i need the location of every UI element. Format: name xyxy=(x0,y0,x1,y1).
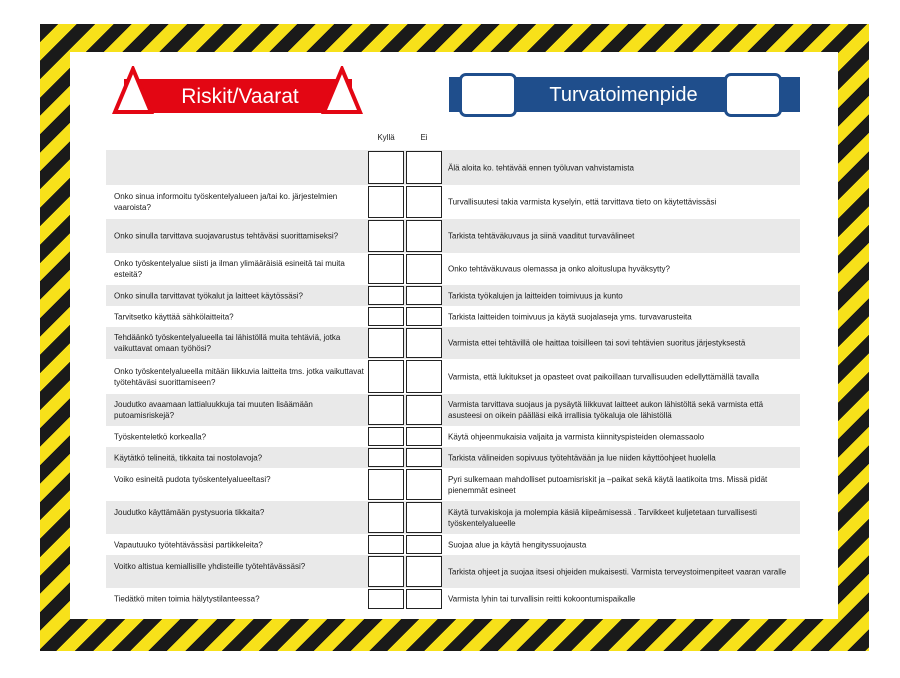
checklist-row xyxy=(106,534,800,555)
rounded-box-icon xyxy=(459,73,517,117)
checklist-row xyxy=(106,219,800,253)
safety-action: Käytä ohjeenmukaisia valjaita ja varmista kiinnityspisteiden olemassaolo xyxy=(448,432,705,441)
checklist-row xyxy=(106,359,800,394)
yes-checkbox[interactable] xyxy=(368,286,404,305)
safety-action: Suojaa alue ja käytä hengityssuojausta xyxy=(448,540,587,549)
yes-checkbox[interactable] xyxy=(368,556,404,587)
risk-question: Tarvitsetko käyttää sähkölaitteita? xyxy=(114,312,234,321)
safety-action: Varmista ettei tehtävillä ole haittaa toisilleen tai sovi tehtävien suoritus järjestyksestä xyxy=(448,338,746,348)
checklist-row xyxy=(106,447,800,468)
safety-action: Varmista tarvittava suojaus ja pysäytä liikkuvat laitteet aukon lähistöltä sekä varmista että asusteesi on oikein päälläsi eikä irrallisia työkaluja ole lähistöllä xyxy=(448,400,764,420)
yes-checkbox[interactable] xyxy=(368,469,404,500)
yes-checkbox[interactable] xyxy=(368,307,404,326)
no-checkbox[interactable] xyxy=(406,286,442,305)
yes-checkbox[interactable] xyxy=(368,328,404,358)
risk-question: Onko sinulla tarvittava suojavarustus tehtäväsi suorittamiseksi? xyxy=(114,231,339,241)
no-checkbox[interactable] xyxy=(406,395,442,425)
yes-checkbox[interactable] xyxy=(368,448,404,467)
yes-checkbox[interactable] xyxy=(368,186,404,218)
safety-action: Onko tehtäväkuvaus olemassa ja onko aloituslupa hyväksytty? xyxy=(448,264,670,274)
checklist-row xyxy=(106,394,800,426)
safety-action: Tarkista tehtäväkuvaus ja siinä vaaditut turvavälineet xyxy=(448,231,635,241)
risk-question: Käytätkö telineitä, tikkaita tai nostolavoja? xyxy=(114,453,263,462)
risk-question: Voitko altistua kemiallisille yhdisteille työtehtävässäsi? xyxy=(114,562,306,571)
risk-question: Onko sinua informoitu työskentelyalueen ja/tai ko. järjestelmien vaaroista? xyxy=(114,192,338,212)
safety-action-banner-title: Turvatoimenpide xyxy=(549,84,698,106)
risk-question: Voiko esineitä pudota työskentelyalueeltasi? xyxy=(114,475,271,484)
checklist-row xyxy=(106,555,800,588)
no-checkbox[interactable] xyxy=(406,448,442,467)
safety-action: Tarkista välineiden sopivuus työtehtävään ja lue niiden käyttöohjeet huolella xyxy=(448,453,716,462)
safety-action: Turvallisuutesi takia varmista kyselyin, että tarvittava tieto on käytettävissäsi xyxy=(448,197,717,207)
safety-action: Tarkista laitteiden toimivuus ja käytä suojalaseja yms. turvavarusteita xyxy=(448,312,692,321)
risk-question: Työskenteletkö korkealla? xyxy=(114,432,207,441)
yes-checkbox[interactable] xyxy=(368,254,404,284)
no-checkbox[interactable] xyxy=(406,556,442,587)
safety-action-banner xyxy=(449,73,800,119)
safety-action: Älä aloita ko. tehtävää ennen työluvan vahvistamista xyxy=(448,163,634,172)
no-checkbox[interactable] xyxy=(406,502,442,533)
checklist-row xyxy=(106,327,800,359)
safety-action: Varmista, että lukitukset ja opasteet ovat paikoillaan turvallisuuden edellyttämällä tavalla xyxy=(448,372,760,381)
risk-question: Vapautuuko työtehtävässäsi partikkeleita? xyxy=(114,540,263,549)
warning-triangle-icon xyxy=(321,66,363,114)
risk-question: Joudutko avaamaan lattialuukkuja tai muuten lisäämään putoamisriskejä? xyxy=(114,400,313,420)
no-checkbox[interactable] xyxy=(406,427,442,446)
safety-action: Pyri sulkemaan mahdolliset putoamisriskit ja –paikat sekä käytä laatikoita tms. Missä pidät pienemmät esineet xyxy=(448,474,768,495)
safety-action: Käytä turvakiskoja ja molempia käsiä kiipeämisessä . Tarvikkeet kuljetetaan turvallisesti työskentelyalueelle xyxy=(448,507,757,528)
yes-checkbox[interactable] xyxy=(368,360,404,393)
warning-triangle-icon xyxy=(112,66,154,114)
checklist-row xyxy=(106,306,800,327)
safety-action: Tarkista työkalujen ja laitteiden toimivuus ja kunto xyxy=(448,291,623,300)
yes-checkbox[interactable] xyxy=(368,427,404,446)
risk-question: Tehdäänkö työskentelyalueella tai lähistöllä muita tehtäviä, jotka vaikuttavat omaan työhösi? xyxy=(114,333,341,353)
yes-checkbox[interactable] xyxy=(368,535,404,554)
risk-question: Joudutko käyttämään pystysuoria tikkaita? xyxy=(114,508,265,517)
yes-checkbox[interactable] xyxy=(368,502,404,533)
column-header-no: Ei xyxy=(420,133,428,142)
checklist-row xyxy=(106,426,800,447)
no-checkbox[interactable] xyxy=(406,151,442,184)
yes-checkbox[interactable] xyxy=(368,220,404,252)
no-checkbox[interactable] xyxy=(406,589,442,609)
no-checkbox[interactable] xyxy=(406,186,442,218)
no-checkbox[interactable] xyxy=(406,220,442,252)
risk-question: Tiedätkö miten toimia hälytystilanteessa? xyxy=(114,594,260,604)
risk-question: Onko työskentelyalue siisti ja ilman ylimääräisiä esineitä tai muita esteitä? xyxy=(114,259,345,279)
checklist-row xyxy=(106,150,800,185)
checklist-row xyxy=(106,253,800,285)
yes-checkbox[interactable] xyxy=(368,395,404,425)
risk-question: Onko sinulla tarvittavat työkalut ja laitteet käytössäsi? xyxy=(114,291,303,300)
yes-checkbox[interactable] xyxy=(368,589,404,609)
no-checkbox[interactable] xyxy=(406,469,442,500)
safety-action: Tarkista ohjeet ja suojaa itsesi ohjeiden mukaisesti. Varmista terveystoimenpiteet vaaran varalle xyxy=(448,567,787,576)
no-checkbox[interactable] xyxy=(406,307,442,326)
column-header-yes: Kyllä xyxy=(377,133,395,142)
no-checkbox[interactable] xyxy=(406,328,442,358)
risks-banner-title: Riskit/Vaarat xyxy=(181,85,299,108)
checklist-row xyxy=(106,285,800,306)
checklist-row xyxy=(106,185,800,219)
no-checkbox[interactable] xyxy=(406,535,442,554)
no-checkbox[interactable] xyxy=(406,254,442,284)
no-checkbox[interactable] xyxy=(406,360,442,393)
checklist-row xyxy=(106,501,800,534)
safety-action: Varmista lyhin tai turvallisin reitti kokoontumispaikalle xyxy=(448,594,636,604)
checklist-row xyxy=(106,468,800,501)
checklist-row xyxy=(106,588,800,610)
risks-banner xyxy=(112,66,363,116)
yes-checkbox[interactable] xyxy=(368,151,404,184)
risk-question: Onko työskentelyalueella mitään liikkuvia laitteita tms. jotka vaikuttavat työtehtäväsi suorittamiseen? xyxy=(114,366,364,387)
